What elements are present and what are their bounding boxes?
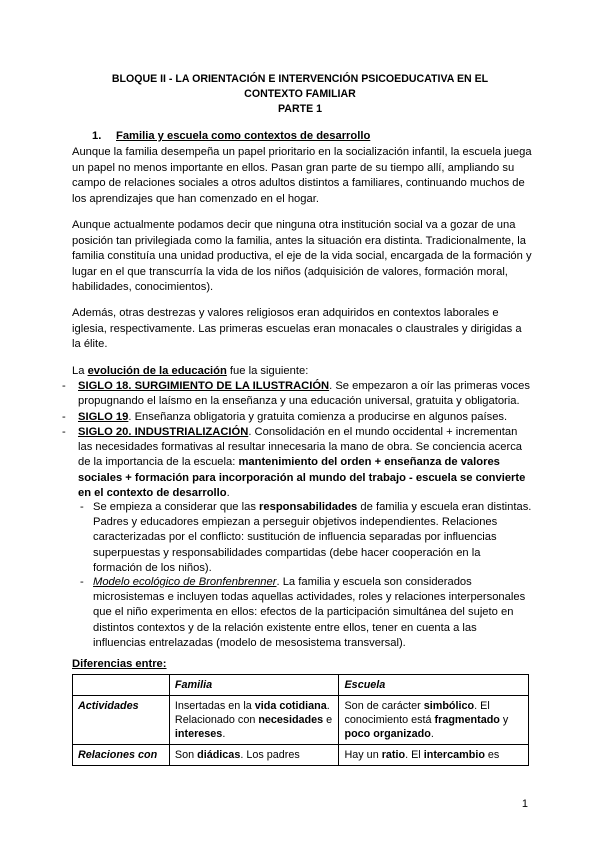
cell-bold: ratio: [381, 749, 406, 761]
subbullet-head: Modelo ecológico de Bronfenbrenner: [93, 576, 277, 588]
cell-familia-relaciones: [169, 745, 339, 766]
title-line-3: PARTE 1: [278, 103, 322, 115]
cell-bold: necesidades: [258, 714, 324, 726]
paragraph-2: Aunque actualmente podamos decir que ninguna otra institución social va a gozar de una posición tan privilegiada como la familia, antes la situación era distinta. Tradicionalmente, la familia constituía una unidad productiva, el eje de la vida social, encargada de la formación y lugar en el que transcurría la vida de los niños (adquisición de valores, formación moral, habilidades, conocimientos).: [72, 219, 532, 294]
table-header-row: [73, 675, 529, 696]
page-number: 1: [521, 798, 528, 810]
cell-bold: intereses: [174, 728, 223, 740]
bullet-text: . Enseñanza obligatoria y gratuita comienza a producirse en algunos países.: [128, 411, 508, 423]
dash-bullet: -: [62, 380, 66, 392]
table-row: [73, 745, 529, 766]
cell-bold: fragmentado: [434, 714, 500, 726]
evolution-intro: [72, 364, 532, 380]
cell-text: .: [430, 728, 434, 740]
cell-familia-actividades: [169, 696, 339, 745]
subbullet-text: de familia y escuela eran distintas. Padres y educadores empiezan a perseguir objetivos independientes. Relaciones caracterizadas por el conflicto: sustitución de influencia separadas por influencias superpuestas y responsabilidades compartidas (debe hacer cooperación en la formación de los niños).: [93, 501, 532, 574]
dash-bullet: -: [80, 501, 84, 513]
table-header-familia: Familia: [169, 675, 339, 696]
cell-bold: intercambio: [423, 749, 485, 761]
section-heading: [92, 130, 370, 142]
title-line-1: BLOQUE II - LA ORIENTACIÓN E INTERVENCIÓN PSICOEDUCATIVA EN EL: [111, 73, 489, 85]
bullet-siglo-18: [62, 379, 532, 409]
cell-text: Son de carácter: [344, 700, 424, 712]
cell-text: . Relacionado con: [174, 700, 330, 726]
bullet-bold-text: mantenimiento del orden + enseñanza de valores sociales + formación para incorporación al mundo del trabajo - escuela se convierte en el contexto de desarrollo: [78, 456, 526, 499]
bullet-text: . Consolidación en el mundo occidental + incrementan las necesidades formativas al resultar innecesaria la mano de obra. Se conciencia acerca de la importancia de la escuela:: [78, 426, 523, 469]
table-row: [73, 696, 529, 745]
cell-text: Hay un: [344, 749, 382, 761]
cell-text: . El conocimiento está: [344, 700, 490, 726]
bullet-head: SIGLO 20. INDUSTRIALIZACIÓN: [78, 426, 249, 438]
table-header-escuela: Escuela: [339, 675, 529, 696]
row-label-actividades: Actividades: [73, 696, 170, 745]
cell-text: Insertadas en la: [174, 700, 255, 712]
paragraph-1: Aunque la familia desempeña un papel prioritario en la socialización infantil, la escuela juega un papel no menos importante en ellos. Pasan gran parte de su tiempo allí, ampliando su campo de relaciones sociales a otros adultos distintos a familiares, continuando muchos de los aprendizajes que han comenzado en el hogar.: [72, 146, 532, 205]
table-corner-cell: [73, 675, 170, 696]
cell-bold: diádicas: [197, 749, 241, 761]
cell-text: . Los padres: [240, 749, 300, 761]
section-number: 1.: [92, 130, 102, 142]
cell-text: Son: [174, 749, 198, 761]
bullet-text: . Se empezaron a oír las primeras voces propugnando el laísmo en la enseñanza y una educación universal, gratuita y obligatoria.: [78, 380, 530, 408]
section-heading-text: Familia y escuela como contextos de desarrollo: [116, 130, 371, 142]
subbullet-bronfenbrenner: [80, 575, 532, 651]
row-label-relaciones: Relaciones con: [73, 745, 170, 766]
cell-text: . El: [405, 749, 424, 761]
bullet-end: .: [226, 486, 230, 499]
subbullet-text: Se empieza a considerar que las: [93, 501, 260, 513]
paragraph-3: Además, otras destrezas y valores religiosos eran adquiridos en contextos laborales e iglesia, respectivamente. Las primeras escuelas eran monacales o claustrales y dirigidas a la élite.: [72, 307, 522, 351]
cell-escuela-relaciones: [339, 745, 529, 766]
subbullet-responsabilidades: [80, 500, 532, 576]
cell-bold: simbólico: [423, 700, 475, 712]
cell-escuela-actividades: [339, 696, 529, 745]
cell-bold: poco organizado: [344, 728, 431, 740]
cell-text: .: [222, 728, 226, 740]
dash-bullet: -: [62, 426, 66, 438]
differences-table: [72, 674, 529, 766]
evolution-pre: La: [72, 365, 88, 377]
evolution-post: fue la siguiente:: [226, 365, 309, 377]
subbullet-bold: responsabilidades: [259, 501, 358, 513]
cell-text: es: [484, 749, 500, 761]
dash-bullet: -: [80, 576, 84, 588]
evolution-underlined: evolución de la educación: [87, 365, 227, 377]
cell-text: e: [323, 714, 333, 726]
bullet-siglo-19: [62, 410, 532, 425]
bullet-head: SIGLO 18. SURGIMIENTO DE LA ILUSTRACIÓN: [78, 380, 330, 392]
bullet-siglo-20: [62, 425, 532, 501]
subbullet-text: . La familia y escuela son considerados microsistemas e incluyen todas aquellas actividades, roles y relaciones interpersonales que el niño experimenta en ellos: efectos de la participación simultánea del sujeto en distintos contextos y de la relación existente entre ellos, tener en cuenta a las influencias entrelazadas (modelo de mesosistema transversal).: [93, 576, 526, 649]
document-title: [60, 72, 540, 117]
bullet-head: SIGLO 19: [78, 411, 129, 423]
cell-bold: vida cotidiana: [254, 700, 327, 712]
cell-text: y: [499, 714, 509, 726]
title-line-2: CONTEXTO FAMILIAR: [244, 88, 356, 100]
differences-label: Diferencias entre:: [72, 658, 167, 670]
dash-bullet: -: [62, 411, 66, 423]
